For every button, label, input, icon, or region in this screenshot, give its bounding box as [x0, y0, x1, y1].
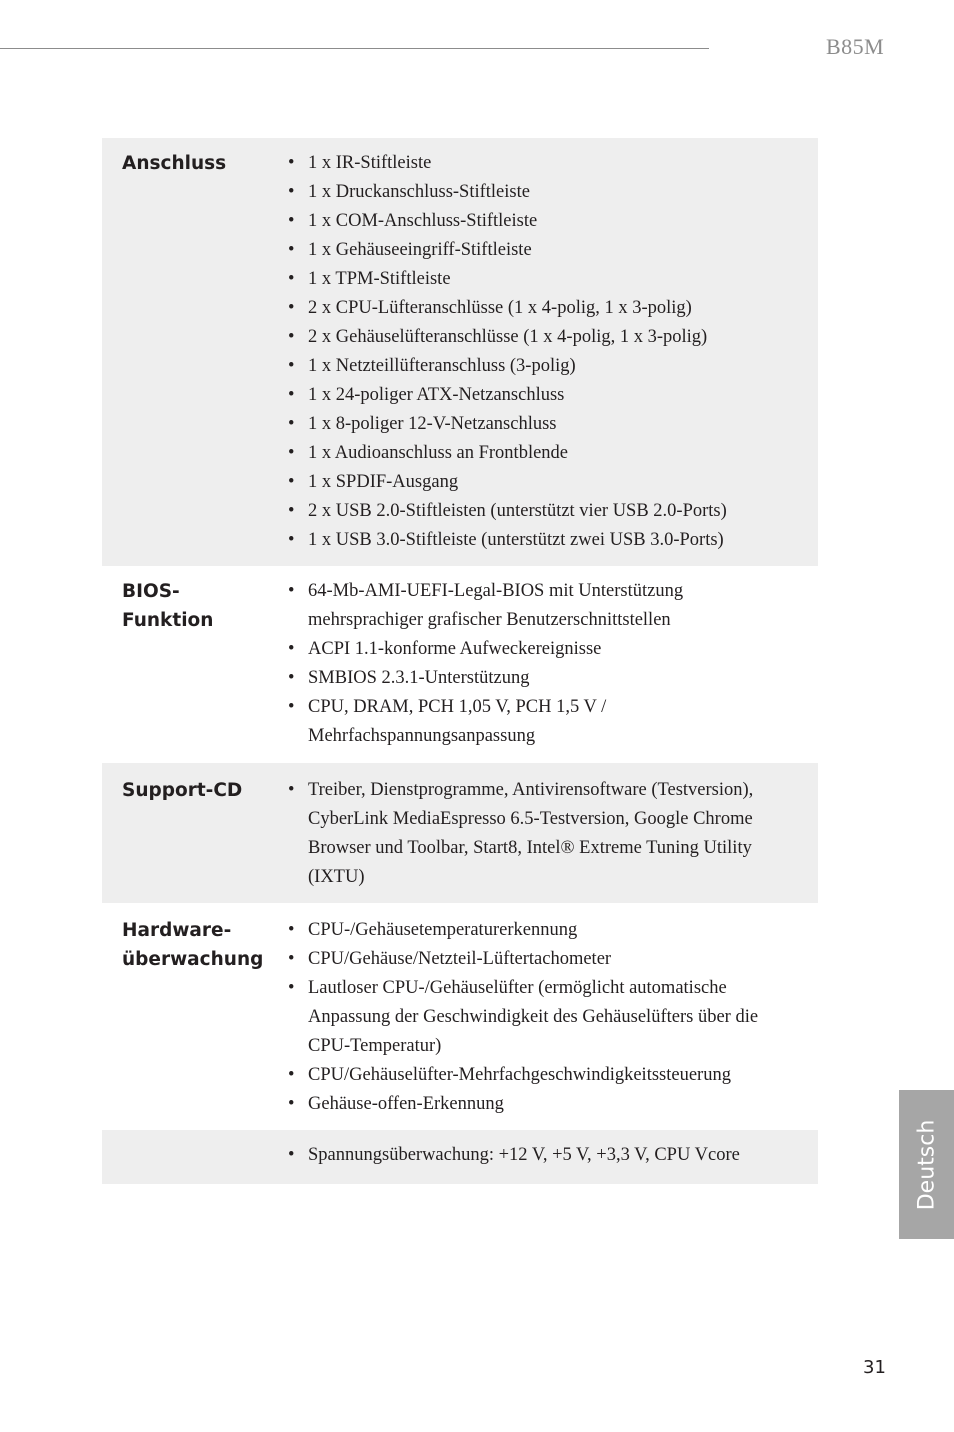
list-item: [308, 974, 798, 1061]
list-item: [308, 323, 798, 352]
language-tab: [899, 1090, 954, 1239]
list-item: [308, 294, 798, 323]
list-item: [308, 497, 798, 526]
list-item: [308, 439, 798, 468]
row-label: [122, 916, 263, 974]
list-item-line: • Treiber, Dienstprogramme, Antivirensoftware (Testversion),: [308, 780, 754, 800]
list-item: [308, 635, 798, 664]
list-item-text: CPU/Gehäuselüfter-Mehrfachgeschwindigkeitssteuerung: [308, 1065, 731, 1085]
row-label-line: Support-CD: [122, 780, 243, 801]
list-item-text: Spannungsüberwachung: +12 V, +5 V, +3,3 V, CPU Vcore: [308, 1145, 740, 1165]
row-items: [308, 776, 798, 892]
list-item: [308, 776, 798, 892]
list-item: [308, 468, 798, 497]
list-item: [308, 381, 798, 410]
list-item-text: 2 x CPU-Lüfteranschlüsse (1 x 4-polig, 1 x 3-polig): [308, 298, 692, 318]
list-item-text: 1 x SPDIF-Ausgang: [308, 472, 459, 492]
spec-row-voltage: [102, 1130, 818, 1184]
row-label-line: Hardware-: [122, 920, 232, 941]
list-item-line: CPU-Temperatur): [308, 1036, 442, 1056]
list-item-text: 1 x USB 3.0-Stiftleiste (unterstützt zwei USB 3.0-Ports): [308, 530, 724, 550]
list-item-line: • 64-Mb-AMI-UEFI-Legal-BIOS mit Unterstützung: [308, 581, 684, 601]
list-item-text: ACPI 1.1-konforme Aufweckereignisse: [308, 639, 602, 659]
spec-row-hardware: [102, 903, 818, 1130]
row-label: [122, 149, 226, 178]
language-tab-label: Deutsch: [914, 1119, 939, 1210]
spec-row-bios: [102, 566, 818, 763]
list-item: [308, 664, 798, 693]
row-label-line: BIOS-: [122, 581, 180, 602]
list-item: [308, 916, 798, 945]
row-label-line: überwachung: [122, 949, 264, 970]
row-items: [308, 916, 798, 1119]
list-item-line: Anpassung der Geschwindigkeit des Gehäuselüfters über die: [308, 1007, 759, 1027]
list-item: [308, 352, 798, 381]
list-item: [308, 410, 798, 439]
spec-row-anschluss: [102, 138, 818, 566]
model-name: B85M: [826, 34, 885, 59]
list-item-text: 2 x USB 2.0-Stiftleisten (unterstützt vier USB 2.0-Ports): [308, 501, 727, 521]
list-item: [308, 945, 798, 974]
list-item-text: SMBIOS 2.3.1-Unterstützung: [308, 668, 530, 688]
list-item-text: 1 x Gehäuseeingriff-Stiftleiste: [308, 240, 532, 260]
header-rule: [0, 48, 709, 49]
list-item: [308, 1141, 798, 1170]
page-number: 31: [863, 1357, 886, 1378]
row-items: [308, 149, 798, 555]
list-item: [308, 178, 798, 207]
list-item-text: 1 x Druckanschluss-Stiftleiste: [308, 182, 530, 202]
list-item-text: 1 x COM-Anschluss-Stiftleiste: [308, 211, 538, 231]
list-item-line: • Lautloser CPU-/Gehäuselüfter (ermöglicht automatische: [308, 978, 727, 998]
row-items: [308, 577, 798, 751]
row-items: [308, 1141, 798, 1170]
list-item: [308, 577, 798, 635]
list-item-text: Gehäuse-offen-Erkennung: [308, 1094, 504, 1114]
list-item-line: CyberLink MediaEspresso 6.5-Testversion, Google Chrome: [308, 809, 753, 829]
list-item-line: Mehrfachspannungsanpassung: [308, 726, 536, 746]
list-item-text: CPU/Gehäuse/Netzteil-Lüftertachometer: [308, 949, 612, 969]
list-item: [308, 1090, 798, 1119]
list-item-line: • CPU, DRAM, PCH 1,05 V, PCH 1,5 V /: [308, 697, 607, 717]
row-label-line: Funktion: [122, 610, 214, 631]
spec-table: [102, 138, 818, 1184]
list-item: [308, 693, 798, 751]
row-label: [122, 776, 242, 805]
spec-row-support-cd: [102, 763, 818, 903]
list-item-line: (IXTU): [308, 867, 365, 887]
row-label: [122, 577, 213, 635]
list-item-line: mehrsprachiger grafischer Benutzerschnittstellen: [308, 610, 671, 630]
list-item: [308, 526, 798, 555]
list-item-text: 2 x Gehäuselüfteranschlüsse (1 x 4-polig, 1 x 3-polig): [308, 327, 708, 347]
list-item-text: 1 x IR-Stiftleiste: [308, 153, 432, 173]
list-item-text: 1 x Audioanschluss an Frontblende: [308, 443, 569, 463]
list-item: [308, 207, 798, 236]
list-item-text: 1 x Netzteillüfteranschluss (3-polig): [308, 356, 576, 376]
list-item-text: 1 x 24-poliger ATX-Netzanschluss: [308, 385, 565, 405]
list-item-text: 1 x TPM-Stiftleiste: [308, 269, 451, 289]
list-item: [308, 149, 798, 178]
list-item-text: CPU-/Gehäusetemperaturerkennung: [308, 920, 578, 940]
list-item-text: 1 x 8-poliger 12-V-Netzanschluss: [308, 414, 557, 434]
list-item-line: Browser und Toolbar, Start8, Intel® Extreme Tuning Utility: [308, 838, 752, 858]
row-label-line: Anschluss: [122, 153, 227, 174]
list-item: [308, 265, 798, 294]
list-item: [308, 236, 798, 265]
list-item: [308, 1061, 798, 1090]
